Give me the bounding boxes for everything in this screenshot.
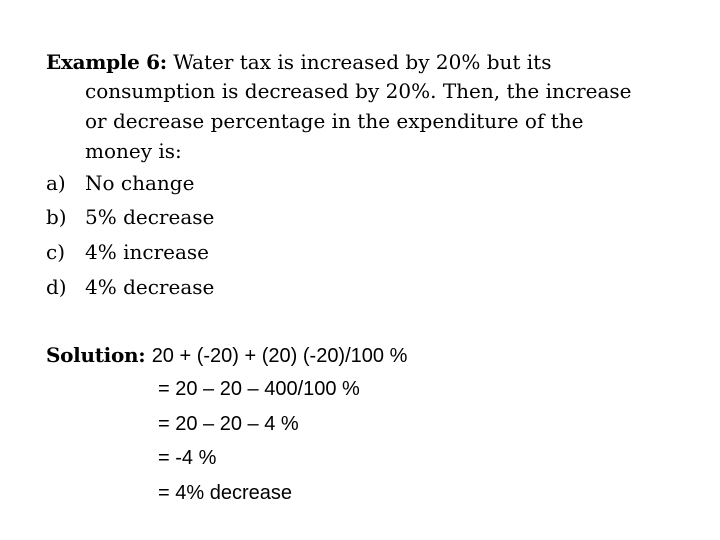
question-line: Water tax is increased by 20% but its (173, 50, 552, 74)
question-line: consumption is decreased by 20%. Then, the increase (85, 79, 632, 103)
option-marker: b) (46, 205, 67, 229)
option-marker: d) (46, 275, 67, 299)
option-marker: c) (46, 240, 66, 264)
question-line: money is: (85, 139, 182, 163)
option-text: No change (85, 171, 195, 195)
option-text: 4% decrease (85, 275, 215, 299)
option-marker: a) (46, 171, 66, 195)
solution-label: Solution: (46, 343, 146, 367)
question-line: or decrease percentage in the expenditure of the (85, 109, 584, 133)
solution-line: 20 + (-20) + (20) (-20)/100 % (151, 345, 408, 367)
solution-line: = -4 % (158, 447, 217, 469)
solution-line: = 20 – 20 – 400/100 % (158, 378, 360, 400)
option-text: 4% increase (85, 240, 209, 264)
solution-first-line (46, 343, 407, 368)
example-first-line (46, 50, 551, 74)
example-label: Example 6: (46, 50, 167, 74)
solution-line: = 4% decrease (158, 482, 292, 504)
solution-line: = 20 – 20 – 4 % (158, 413, 299, 435)
option-text: 5% decrease (85, 205, 215, 229)
